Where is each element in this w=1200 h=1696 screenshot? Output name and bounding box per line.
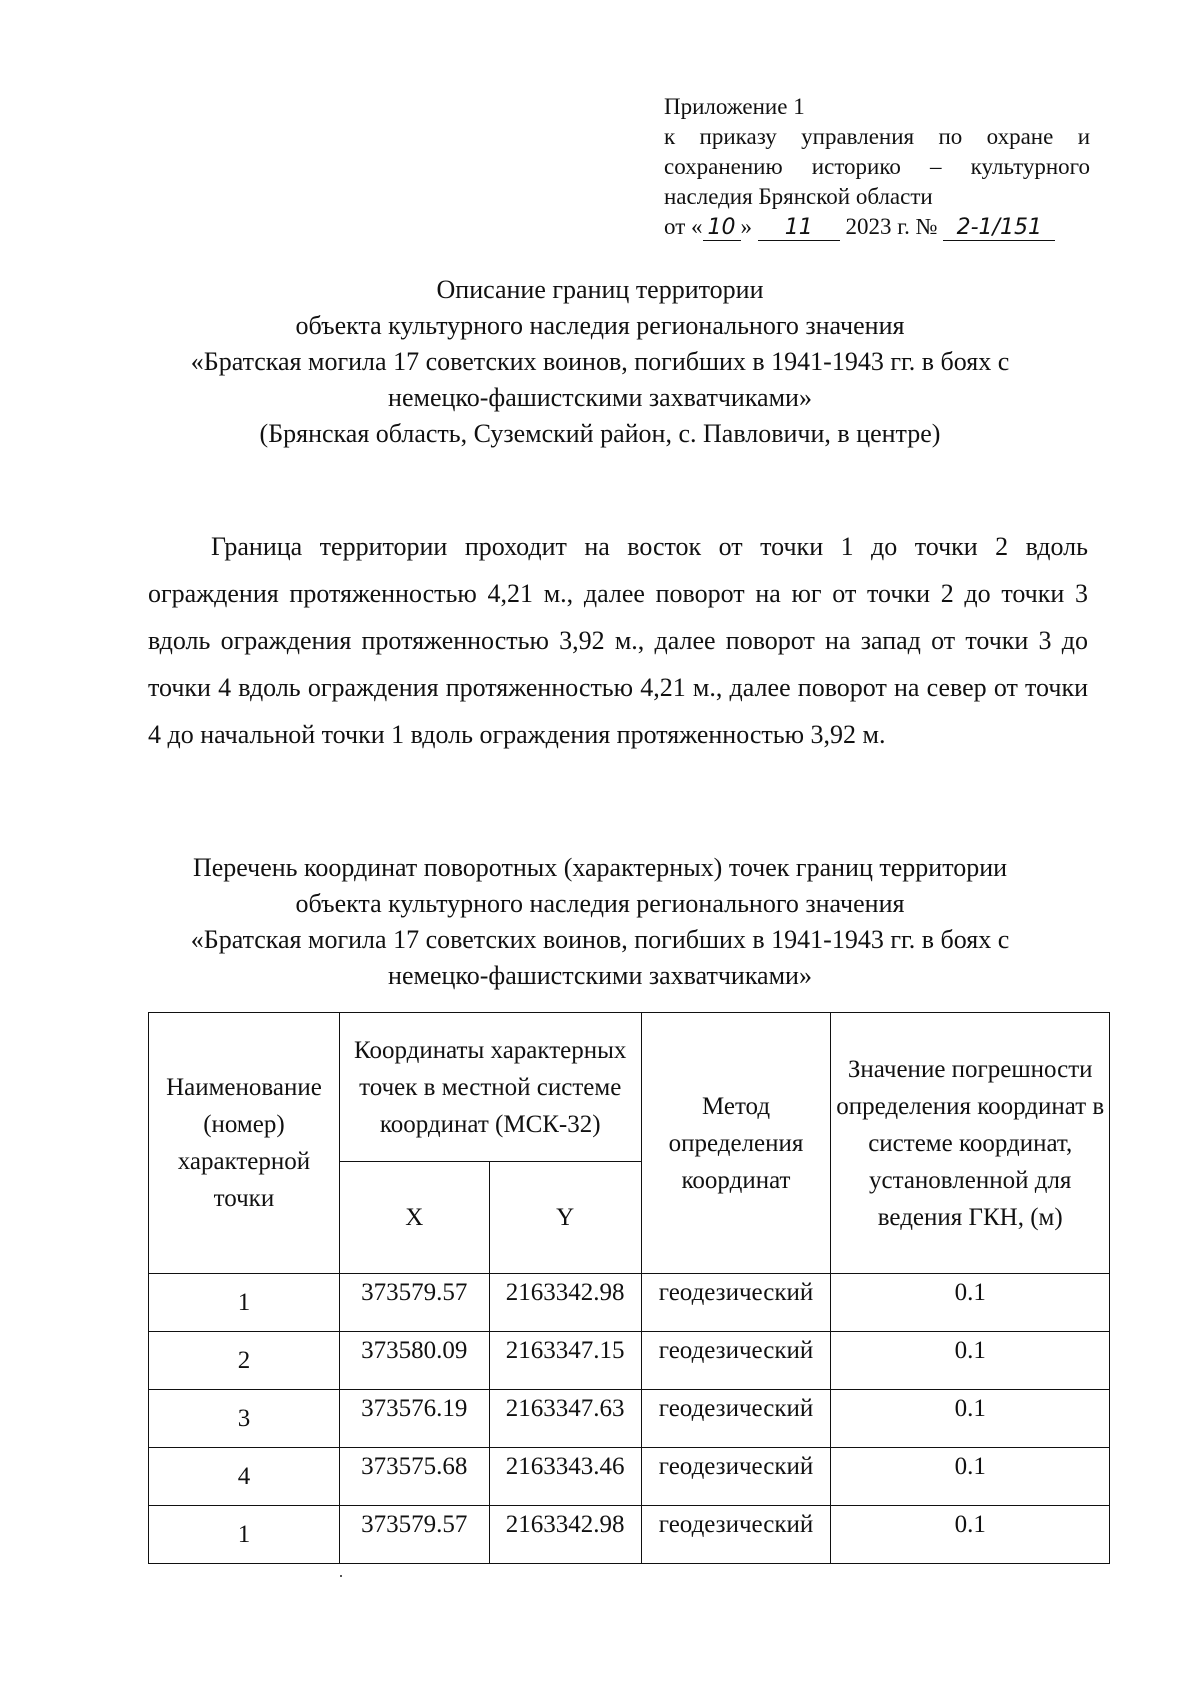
cell-error: 0.1 (831, 1506, 1110, 1564)
cell-point: 1 (149, 1506, 340, 1564)
cell-point: 1 (149, 1274, 340, 1332)
header-method: Метод определения координат (641, 1013, 831, 1274)
cell-method: геодезический (641, 1448, 831, 1506)
cell-method: геодезический (641, 1274, 831, 1332)
cell-x: 373580.09 (339, 1332, 489, 1390)
document-title (120, 272, 1080, 452)
cell-point: 3 (149, 1390, 340, 1448)
title-line: «Братская могила 17 советских воинов, погибших в 1941-1943 гг. в боях с (190, 347, 1010, 376)
cell-error: 0.1 (831, 1274, 1110, 1332)
cell-x: 373575.68 (339, 1448, 489, 1506)
attachment-order-line: сохранению историко – культурного (664, 154, 1090, 179)
list-title-line: Перечень координат поворотных (характерных) точек границ территории (192, 853, 1008, 882)
table-row (149, 1506, 1110, 1564)
table-row (149, 1332, 1110, 1390)
handwritten-order-number: 2-1/151 (943, 216, 1055, 241)
list-title-line: немецко-фашистскими захватчиками» (388, 961, 812, 990)
title-line: немецко-фашистскими захватчиками» (388, 383, 812, 412)
cell-method: геодезический (641, 1390, 831, 1448)
cell-point: 4 (149, 1448, 340, 1506)
handwritten-day: 10 (703, 216, 741, 241)
attachment-order-line: к приказу управления по охране и (664, 124, 1090, 149)
cell-point: 2 (149, 1332, 340, 1390)
title-line: Описание границ территории (436, 275, 764, 304)
list-title-line: объекта культурного наследия регионального значения (295, 889, 905, 918)
table-row (149, 1274, 1110, 1332)
cell-y: 2163347.15 (489, 1332, 641, 1390)
attachment-block (664, 92, 1090, 242)
header-coordinates: Координаты характерных точек в местной системе координат (МСК-32) (339, 1013, 641, 1162)
table-row (149, 1390, 1110, 1448)
coordinates-list-title (120, 850, 1080, 994)
cell-y: 2163342.98 (489, 1274, 641, 1332)
attachment-order-line: наследия Брянской области (664, 184, 933, 209)
header-error: Значение погрешности определения координат в системе координат, установленной для ведения ГКН, (м) (831, 1013, 1110, 1274)
cell-y: 2163343.46 (489, 1448, 641, 1506)
header-x: X (339, 1162, 489, 1274)
cell-error: 0.1 (831, 1448, 1110, 1506)
cell-error: 0.1 (831, 1390, 1110, 1448)
cell-y: 2163347.63 (489, 1390, 641, 1448)
header-y: Y (489, 1162, 641, 1274)
boundary-description: Граница территории проходит на восток от точки 1 до точки 2 вдоль ограждения протяженностью 4,21 м., далее поворот на юг от точки 2 до точки 3 вдоль ограждения протяженностью 3,92 м., далее поворот на запад от точки 3 до точки 4 вдоль ограждения протяженностью 4,21 м., далее поворот на север от точки 4 до начальной точки 1 вдоль ограждения протяженностью 3,92 м. (148, 532, 1088, 749)
title-line: объекта культурного наследия регионального значения (295, 311, 905, 340)
cell-x: 373579.57 (339, 1274, 489, 1332)
year-text: 2023 г. № (845, 214, 938, 239)
cell-method: геодезический (641, 1332, 831, 1390)
header-point-name: Наименование (номер) характерной точки (149, 1013, 340, 1274)
attachment-date-line (664, 212, 1090, 242)
cell-method: геодезический (641, 1506, 831, 1564)
date-mid: » (740, 214, 752, 239)
list-title-line: «Братская могила 17 советских воинов, погибших в 1941-1943 гг. в боях с (190, 925, 1010, 954)
table-row (149, 1448, 1110, 1506)
cell-y: 2163342.98 (489, 1506, 641, 1564)
cell-error: 0.1 (831, 1332, 1110, 1390)
coordinates-table (148, 1012, 1110, 1564)
cell-x: 373579.57 (339, 1506, 489, 1564)
handwritten-month: 11 (758, 216, 840, 241)
scan-speck (340, 1575, 342, 1577)
cell-x: 373576.19 (339, 1390, 489, 1448)
title-location-line: (Брянская область, Суземский район, с. Павловичи, в центре) (259, 419, 941, 448)
attachment-label: Приложение 1 (664, 94, 805, 119)
table-header-row (149, 1013, 1110, 1162)
date-prefix: от « (664, 214, 703, 239)
